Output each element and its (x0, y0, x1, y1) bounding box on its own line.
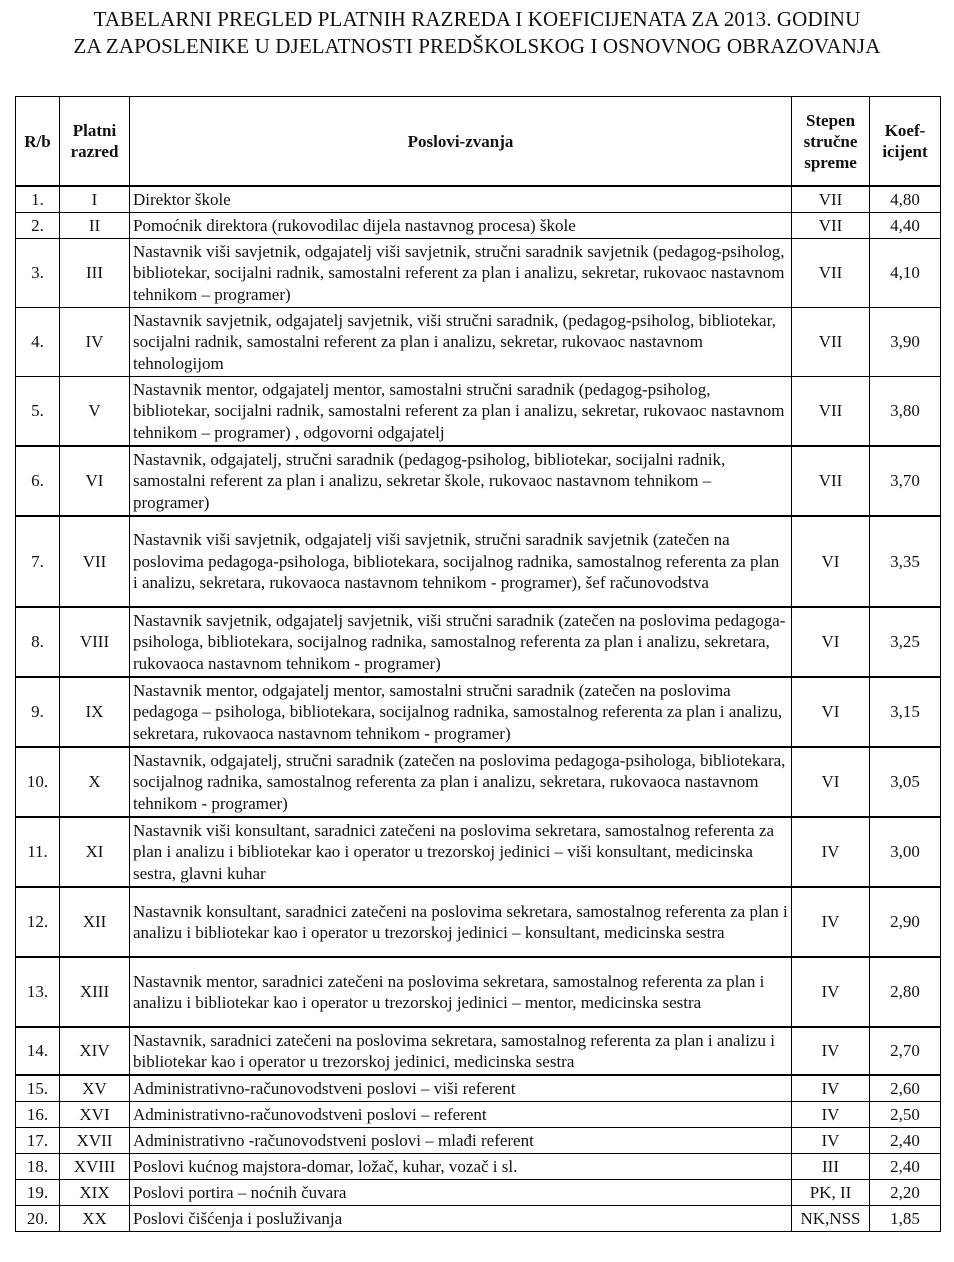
row-number: 5. (16, 377, 60, 447)
header-koeficijent: Koef- icijent (870, 97, 941, 187)
row-poslovi-zvanja: Nastavnik viši savjetnik, odgajatelj viši savjetnik, stručni saradnik savjetnik (pedagog-psiholog, bibliotekar, socijalni radnik, samostalni referent za plan i analizu, sekretar, rukovaoc nastavnom tehnikom – programer) (130, 239, 792, 308)
row-koeficijent: 3,05 (870, 747, 941, 817)
row-poslovi-zvanja: Poslovi portira – noćnih čuvara (130, 1180, 792, 1206)
title-line-1: TABELARNI PREGLED PLATNIH RAZREDA I KOEFICIJENATA ZA 2013. GODINU (93, 7, 861, 31)
row-number: 14. (16, 1027, 60, 1075)
row-koeficijent: 3,25 (870, 607, 941, 677)
row-poslovi-zvanja: Poslovi kućnog majstora-domar, ložač, kuhar, vozač i sl. (130, 1154, 792, 1180)
table-row (16, 607, 941, 677)
row-number: 8. (16, 607, 60, 677)
row-stepen: VII (792, 308, 870, 377)
row-poslovi-zvanja: Nastavnik, odgajatelj, stručni saradnik (pedagog-psiholog, bibliotekar, socijalni radnik, samostalni referent za plan i analizu, sekretar škole, rukovaoc nastavnom tehnikom – programer) (130, 446, 792, 516)
row-number: 4. (16, 308, 60, 377)
row-platni-razred: XIV (60, 1027, 130, 1075)
row-platni-razred: VI (60, 446, 130, 516)
row-platni-razred: IX (60, 677, 130, 747)
table-row (16, 957, 941, 1027)
row-poslovi-zvanja: Nastavnik savjetnik, odgajatelj savjetnik, viši stručni saradnik, (pedagog-psiholog, bibliotekar, socijalni radnik, samostalni referent za plan i analizu, sekretar, rukovaoc nastavnom tehnologijom (130, 308, 792, 377)
table-row (16, 516, 941, 607)
table-row (16, 1180, 941, 1206)
row-platni-razred: XII (60, 887, 130, 957)
row-koeficijent: 1,85 (870, 1206, 941, 1232)
table-row (16, 1102, 941, 1128)
table-row (16, 1128, 941, 1154)
row-platni-razred: X (60, 747, 130, 817)
table-row (16, 817, 941, 887)
row-koeficijent: 3,15 (870, 677, 941, 747)
row-stepen: IV (792, 1128, 870, 1154)
row-koeficijent: 2,90 (870, 887, 941, 957)
row-koeficijent: 2,40 (870, 1128, 941, 1154)
table-row (16, 677, 941, 747)
row-stepen: IV (792, 817, 870, 887)
row-stepen: IV (792, 887, 870, 957)
row-stepen: NK,NSS (792, 1206, 870, 1232)
row-koeficijent: 4,40 (870, 213, 941, 239)
table-row (16, 1154, 941, 1180)
title-line-2: ZA ZAPOSLENIKE U DJELATNOSTI PREDŠKOLSKOG I OSNOVNOG OBRAZOVANJA (73, 34, 881, 58)
row-number: 12. (16, 887, 60, 957)
row-platni-razred: XV (60, 1075, 130, 1102)
row-poslovi-zvanja: Nastavnik, odgajatelj, stručni saradnik (zatečen na poslovima pedagoga-psihologa, bibliotekara, socijalnog radnika, samostalnog referenta za plan i analizu, sekretara, rukovaoca nastavnom tehnikom - programer) (130, 747, 792, 817)
row-koeficijent: 2,40 (870, 1154, 941, 1180)
row-stepen: VI (792, 677, 870, 747)
table-row (16, 377, 941, 447)
row-number: 10. (16, 747, 60, 817)
row-platni-razred: I (60, 186, 130, 213)
row-koeficijent: 4,80 (870, 186, 941, 213)
row-poslovi-zvanja: Administrativno-računovodstveni poslovi – referent (130, 1102, 792, 1128)
row-platni-razred: XI (60, 817, 130, 887)
header-stepen-strucne-spreme: Stepen stručne spreme (792, 97, 870, 187)
row-stepen: VI (792, 516, 870, 607)
row-number: 19. (16, 1180, 60, 1206)
row-koeficijent: 3,90 (870, 308, 941, 377)
header-rb: R/b (16, 97, 60, 187)
row-platni-razred: VII (60, 516, 130, 607)
row-stepen: VII (792, 213, 870, 239)
row-stepen: III (792, 1154, 870, 1180)
row-poslovi-zvanja: Nastavnik, saradnici zatečeni na poslovima sekretara, samostalnog referenta za plan i analizu i bibliotekar kao i operator u trezorskoj jedinici, medicinska sestra (130, 1027, 792, 1075)
table-row (16, 213, 941, 239)
salary-table (15, 96, 941, 1232)
row-poslovi-zvanja: Nastavnik savjetnik, odgajatelj savjetnik, viši stručni saradnik (zatečen na poslovima pedagoga-psihologa, bibliotekara, socijalnog radnika, samostalnog referenta za plan i analizu, sekretara, rukovaoca nastavnom tehnikom - programer) (130, 607, 792, 677)
row-platni-razred: III (60, 239, 130, 308)
row-koeficijent: 2,20 (870, 1180, 941, 1206)
row-stepen: VI (792, 607, 870, 677)
row-poslovi-zvanja: Administrativno-računovodstveni poslovi – viši referent (130, 1075, 792, 1102)
row-platni-razred: XVII (60, 1128, 130, 1154)
row-platni-razred: XVIII (60, 1154, 130, 1180)
row-poslovi-zvanja: Pomoćnik direktora (rukovodilac dijela nastavnog procesa) škole (130, 213, 792, 239)
row-number: 1. (16, 186, 60, 213)
row-number: 18. (16, 1154, 60, 1180)
row-stepen: IV (792, 1027, 870, 1075)
row-platni-razred: VIII (60, 607, 130, 677)
table-row (16, 186, 941, 213)
row-platni-razred: V (60, 377, 130, 447)
table-row (16, 1075, 941, 1102)
row-number: 13. (16, 957, 60, 1027)
row-poslovi-zvanja: Nastavnik viši savjetnik, odgajatelj viši savjetnik, stručni saradnik savjetnik (zatečen na poslovima pedagoga-psihologa, bibliotekara, socijalnog radnika, samostalnog referenta za plan i analizu, sekretara, rukovaoca nastavnom tehnikom - programer), šef računovodstva (130, 516, 792, 607)
row-poslovi-zvanja: Nastavnik viši konsultant, saradnici zatečeni na poslovima sekretara, samostalnog referenta za plan i analizu i bibliotekar kao i operator u trezorskoj jedinici – viši konsultant, medicinska sestra, glavni kuhar (130, 817, 792, 887)
row-poslovi-zvanja: Nastavnik mentor, saradnici zatečeni na poslovima sekretara, samostalnog referenta za plan i analizu i bibliotekar kao i operator u trezorskoj jedinici – mentor, medicinska sestra (130, 957, 792, 1027)
table-row (16, 308, 941, 377)
row-poslovi-zvanja: Direktor škole (130, 186, 792, 213)
row-stepen: VI (792, 747, 870, 817)
row-number: 11. (16, 817, 60, 887)
row-poslovi-zvanja: Nastavnik konsultant, saradnici zatečeni na poslovima sekretara, samostalnog referenta za plan i analizu i bibliotekar kao i operator u trezorskoj jedinici – konsultant, medicinska sestra (130, 887, 792, 957)
row-number: 7. (16, 516, 60, 607)
row-koeficijent: 2,50 (870, 1102, 941, 1128)
row-number: 17. (16, 1128, 60, 1154)
row-poslovi-zvanja: Nastavnik mentor, odgajatelj mentor, samostalni stručni saradnik (zatečen na poslovima pedagoga – psihologa, bibliotekara, socijalnog radnika, samostalnog referenta za plan i analizu, sekretara, rukovaoca nastavnom tehnikom - programer) (130, 677, 792, 747)
row-poslovi-zvanja: Administrativno -računovodstveni poslovi – mlađi referent (130, 1128, 792, 1154)
row-platni-razred: IV (60, 308, 130, 377)
table-header-row (16, 97, 941, 187)
row-koeficijent: 2,70 (870, 1027, 941, 1075)
table-row (16, 1027, 941, 1075)
row-koeficijent: 3,80 (870, 377, 941, 447)
row-koeficijent: 2,80 (870, 957, 941, 1027)
row-stepen: IV (792, 957, 870, 1027)
row-number: 3. (16, 239, 60, 308)
table-row (16, 747, 941, 817)
row-number: 15. (16, 1075, 60, 1102)
row-koeficijent: 3,00 (870, 817, 941, 887)
row-number: 2. (16, 213, 60, 239)
table-row (16, 1206, 941, 1232)
row-platni-razred: II (60, 213, 130, 239)
row-platni-razred: XIX (60, 1180, 130, 1206)
document-title (0, 6, 954, 60)
row-koeficijent: 4,10 (870, 239, 941, 308)
row-stepen: VII (792, 239, 870, 308)
row-koeficijent: 3,70 (870, 446, 941, 516)
row-number: 9. (16, 677, 60, 747)
table-row (16, 887, 941, 957)
row-platni-razred: XIII (60, 957, 130, 1027)
row-stepen: VII (792, 377, 870, 447)
row-koeficijent: 2,60 (870, 1075, 941, 1102)
row-poslovi-zvanja: Poslovi čišćenja i posluživanja (130, 1206, 792, 1232)
row-stepen: PK, II (792, 1180, 870, 1206)
header-platni-razred: Platni razred (60, 97, 130, 187)
row-platni-razred: XVI (60, 1102, 130, 1128)
row-stepen: VII (792, 446, 870, 516)
row-koeficijent: 3,35 (870, 516, 941, 607)
row-stepen: IV (792, 1102, 870, 1128)
row-number: 6. (16, 446, 60, 516)
row-number: 16. (16, 1102, 60, 1128)
table-row (16, 239, 941, 308)
row-stepen: IV (792, 1075, 870, 1102)
table-row (16, 446, 941, 516)
row-platni-razred: XX (60, 1206, 130, 1232)
row-poslovi-zvanja: Nastavnik mentor, odgajatelj mentor, samostalni stručni saradnik (pedagog-psiholog, bibliotekar, socijalni radnik, samostalni referent za plan i analizu, sekretar, rukovaoc nastavnom tehnikom – programer) , odgovorni odgajatelj (130, 377, 792, 447)
row-stepen: VII (792, 186, 870, 213)
row-number: 20. (16, 1206, 60, 1232)
header-poslovi-zvanja: Poslovi-zvanja (130, 97, 792, 187)
